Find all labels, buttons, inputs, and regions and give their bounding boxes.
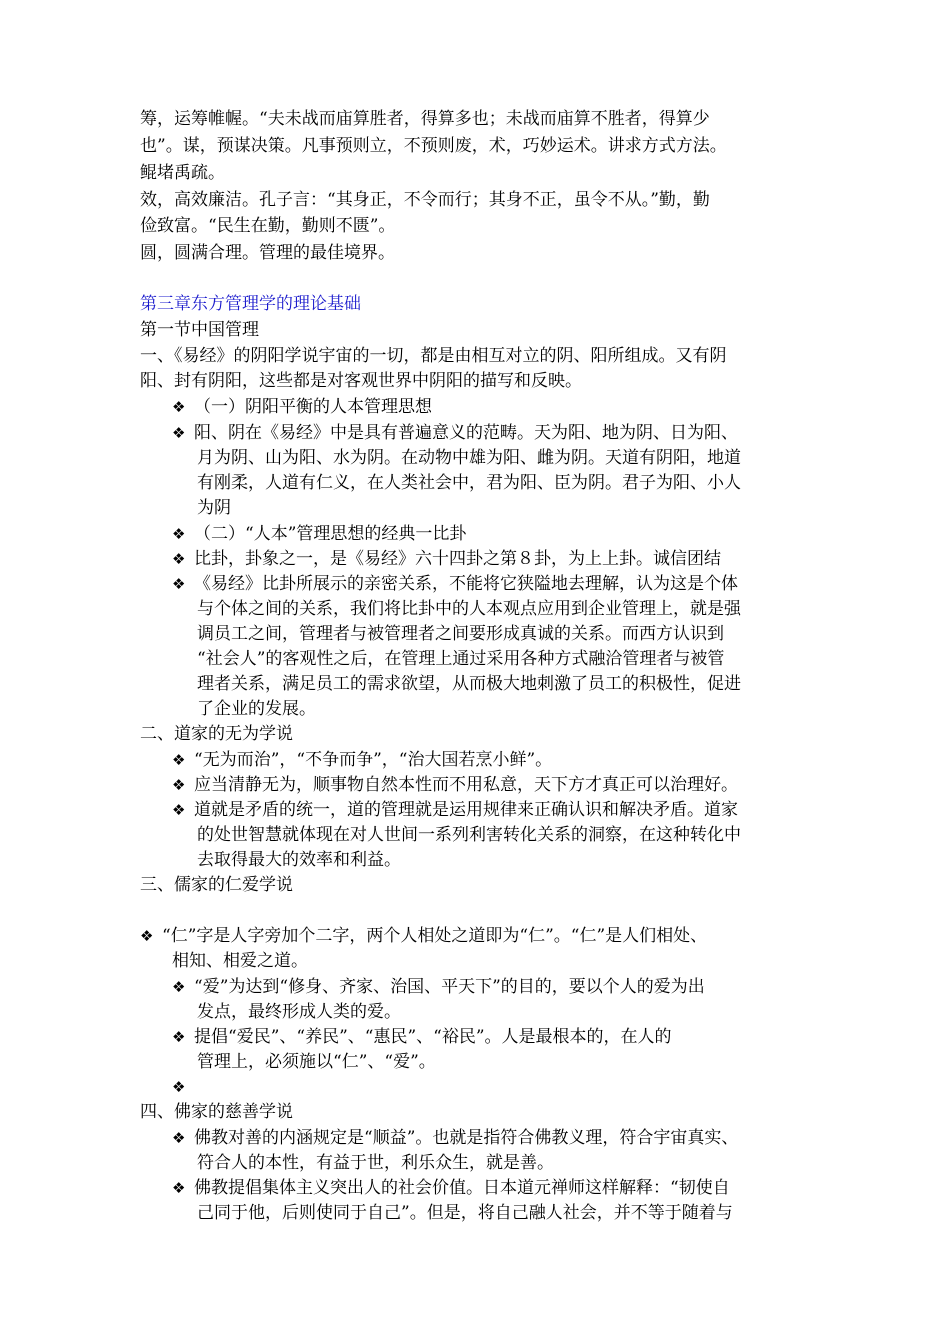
bullet-item: ❖ 应当清静无为，顺事物自然本性而不用私意，天下方才真正可以治理好。 bbox=[172, 775, 738, 795]
diamond-bullet-icon: ❖ bbox=[172, 751, 186, 769]
text-line: 也”。谋，预谋决策。凡事预则立，不预则废，术，巧妙运术。讲求方式方法。 bbox=[140, 136, 727, 156]
diamond-bullet-icon: ❖ bbox=[172, 801, 186, 819]
diamond-bullet-icon: ❖ bbox=[172, 550, 186, 568]
diamond-bullet-icon: ❖ bbox=[140, 927, 154, 945]
text-line: 效，高效廉洁。孔子言：“其身正，不令而行；其身不正，虽令不从。”勤，勤 bbox=[140, 190, 710, 210]
bullet-item: ❖ 道就是矛盾的统一，道的管理就是运用规律来正确认识和解决矛盾。道家 bbox=[172, 800, 738, 820]
diamond-bullet-icon: ❖ bbox=[172, 1179, 186, 1197]
text-line: 一、《易经》的阴阳学说宇宙的一切，都是由相互对立的阴、阳所组成。又有阴 bbox=[140, 346, 727, 366]
diamond-bullet-icon: ❖ bbox=[172, 1078, 186, 1096]
diamond-bullet-icon: ❖ bbox=[172, 1129, 186, 1147]
text-line: 理者关系，满足员工的需求欲望，从而极大地刺激了员工的积极性，促进 bbox=[197, 674, 741, 694]
text-line: 筹，运筹帷幄。“夫未战而庙算胜者，得算多也；未战而庙算不胜者，得算少 bbox=[140, 109, 710, 129]
text-line: 有刚柔，人道有仁义，在人类社会中，君为阳、臣为阴。君子为阳、小人 bbox=[197, 473, 741, 493]
text-line: 己同于他，后则使同于自己”。但是，将自己融人社会，并不等于随着与 bbox=[197, 1203, 733, 1223]
diamond-bullet-icon: ❖ bbox=[172, 525, 186, 543]
diamond-bullet-icon: ❖ bbox=[172, 776, 186, 794]
diamond-bullet-icon: ❖ bbox=[172, 978, 186, 996]
section-heading: 三、儒家的仁爱学说 bbox=[140, 875, 293, 895]
text-line: 月为阴、山为阳、水为阴。在动物中雄为阳、雌为阴。天道有阴阳，地道 bbox=[197, 448, 741, 468]
bullet-item: ❖ “仁”字是人字旁加个二字，两个人相处之道即为“仁”。“仁”是人们相处、 bbox=[140, 926, 708, 946]
bullet-item: ❖ “爱”为达到“修身、齐家、治国、平天下”的目的，要以个人的爱为出 bbox=[172, 977, 705, 997]
text-line: 为阴 bbox=[197, 498, 231, 518]
text-line: 相知、相爱之道。 bbox=[172, 951, 308, 971]
bullet-item: ❖ （一）阴阳平衡的人本管理思想 bbox=[172, 397, 432, 417]
text-line: 阳、封有阴阳，这些都是对客观世界中阴阳的描写和反映。 bbox=[140, 371, 582, 391]
text-line: 鲲堵禹疏。 bbox=[140, 163, 225, 183]
text-line: 管理上，必须施以“仁”、“爱”。 bbox=[197, 1052, 436, 1072]
bullet-item: ❖ 提倡“爱民”、“养民”、“惠民”、“裕民”。人是最根本的，在人的 bbox=[172, 1027, 672, 1047]
diamond-bullet-icon: ❖ bbox=[172, 398, 186, 416]
section-heading: 四、佛家的慈善学说 bbox=[140, 1102, 293, 1122]
bullet-item: ❖ 佛教对善的内涵规定是“顺益”。也就是指符合佛教义理，符合宇宙真实、 bbox=[172, 1128, 739, 1148]
text-line: 与个体之间的关系，我们将比卦中的人本观点应用到企业管理上，就是强 bbox=[197, 599, 741, 619]
bullet-item: ❖ 阳、阴在《易经》中是具有普遍意义的范畴。天为阳、地为阴、日为阳、 bbox=[172, 423, 738, 443]
diamond-bullet-icon: ❖ bbox=[172, 575, 186, 593]
text-line: 的处世智慧就体现在对人世间一系列利害转化关系的洞察，在这种转化中 bbox=[197, 825, 741, 845]
diamond-bullet-icon: ❖ bbox=[172, 1028, 186, 1046]
section-heading: 二、道家的无为学说 bbox=[140, 724, 293, 744]
bullet-item: ❖ 《易经》比卦所展示的亲密关系，不能将它狭隘地去理解，认为这是个体 bbox=[172, 574, 738, 594]
bullet-item: ❖ 比卦，卦象之一，是《易经》六十四卦之第８卦，为上上卦。诚信团结 bbox=[172, 549, 721, 569]
diamond-bullet-icon: ❖ bbox=[172, 424, 186, 442]
text-line: 发点，最终形成人类的爱。 bbox=[197, 1002, 401, 1022]
chapter-heading: 第三章东方管理学的理论基础 bbox=[140, 294, 361, 314]
bullet-item: ❖ （二）“人本”管理思想的经典一比卦 bbox=[172, 524, 467, 544]
text-line: 去取得最大的效率和利益。 bbox=[197, 850, 401, 870]
text-line: 符合人的本性，有益于世，利乐众生，就是善。 bbox=[197, 1153, 554, 1173]
text-line: 了企业的发展。 bbox=[197, 699, 316, 719]
bullet-item bbox=[172, 1075, 194, 1099]
text-line: “社会人”的客观性之后，在管理上通过采用各种方式融洽管理者与被管 bbox=[197, 649, 725, 669]
bullet-item: ❖ 佛教提倡集体主义突出人的社会价值。日本道元禅师这样解释：“韧使自 bbox=[172, 1178, 730, 1198]
text-line: 俭致富。“民生在勤，勤则不匮”。 bbox=[140, 216, 396, 236]
section-heading: 第一节中国管理 bbox=[140, 320, 259, 340]
text-line: 圆，圆满合理。管理的最佳境界。 bbox=[140, 243, 395, 263]
text-line: 调员工之间，管理者与被管理者之间要形成真诚的关系。而西方认识到 bbox=[197, 624, 724, 644]
bullet-item: ❖ “无为而治”，“不争而争”，“治大国若烹小鲜”。 bbox=[172, 750, 553, 770]
